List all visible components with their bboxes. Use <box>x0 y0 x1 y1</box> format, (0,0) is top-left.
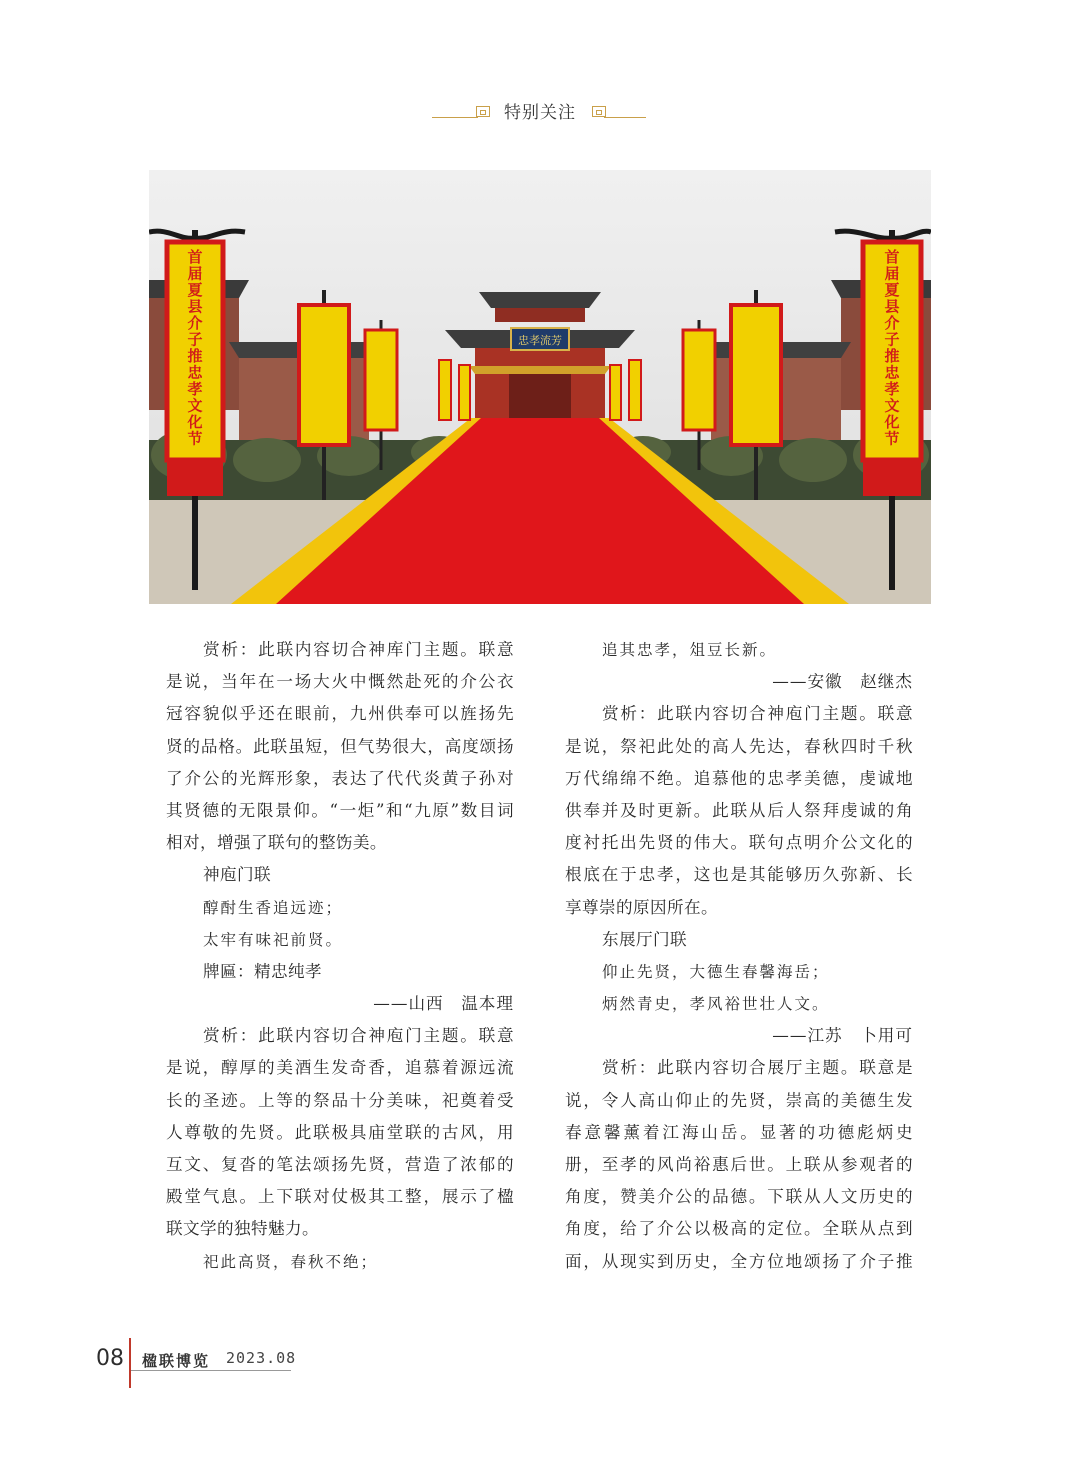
couplet-line: 仰止先贤，大德生春馨海岳； <box>602 962 830 981</box>
page-footer <box>0 1330 1080 1390</box>
festival-scene <box>149 170 931 604</box>
banner-text-left: 首届夏县介子推忠孝文化节 <box>187 248 203 448</box>
right-text-column <box>565 634 913 1278</box>
banner-text-right: 首届夏县介子推忠孝文化节 <box>884 248 900 448</box>
body-line: 角度，赞美介公的品德。下联从人文历史的 <box>565 1187 913 1207</box>
body-line: 贤的品格。此联虽短，但气势很大，高度颂扬 <box>166 736 514 756</box>
body-line: 其贤德的无限景仰。“一炬”和“九原”数目词 <box>166 800 514 820</box>
left-text-column <box>166 634 514 1278</box>
couplet-line: 追其忠孝，俎豆长新。 <box>602 641 778 659</box>
fret-ornament-icon <box>592 106 606 117</box>
body-line: 赏析：此联内容切合展厅主题。联意是 <box>602 1058 913 1078</box>
footer-divider <box>129 1338 131 1388</box>
body-line: 长的圣迹。上等的祭品十分美味，祀奠着受 <box>166 1090 514 1110</box>
author-credit: ——江苏 卜用可 <box>772 1026 913 1046</box>
author-credit: ——安徽 赵继杰 <box>772 672 913 692</box>
issue-date: 2023.08 <box>226 1349 297 1367</box>
body-line: 互文、复沓的笔法颂扬先贤，营造了浓郁的 <box>166 1155 514 1174</box>
body-line: 神庖门联 <box>203 865 271 885</box>
body-line: 万代绵绵不绝。追慕他的忠孝美德，虔诚地 <box>565 768 913 788</box>
body-line: 春意馨薰着江海山岳。显著的功德彪炳史 <box>565 1122 913 1142</box>
footer-rule <box>131 1370 291 1371</box>
body-line: 冠容貌似乎还在眼前，九州供奉可以旌扬先 <box>166 704 514 724</box>
body-line: 赏析：此联内容切合神庖门主题。联意 <box>602 704 913 724</box>
couplet-line: 炳然青史，孝风裕世壮人文。 <box>602 995 830 1014</box>
body-line: 人尊敬的先贤。此联极具庙堂联的古风，用 <box>166 1122 514 1142</box>
body-line: 享尊崇的原因所在。 <box>565 897 718 917</box>
body-line: 是说，祭祀此处的高人先达，春秋四时千秋 <box>565 736 913 756</box>
body-line: 联文学的独特魅力。 <box>166 1219 319 1239</box>
body-line: 是说，醇厚的美酒生发奇香，追慕着源远流 <box>166 1058 514 1078</box>
header-rule-right <box>604 117 646 118</box>
body-line: 供奉并及时更新。此联从后人祭拜虔诚的角 <box>565 800 913 820</box>
body-line: 是说，当年在一场大火中慨然赴死的介公衣 <box>166 672 514 692</box>
body-line: 相对，增强了联句的整饬美。 <box>166 833 387 853</box>
couplet-line: 祀此高贤，春秋不绝； <box>203 1252 379 1271</box>
body-line: 册，至孝的风尚裕惠后世。上联从参观者的 <box>565 1155 913 1174</box>
festival-photo <box>149 170 931 604</box>
body-line: 赏析：此联内容切合神库门主题。联意 <box>203 640 514 659</box>
body-line: 说，令人高山仰止的先贤，崇高的美德生发 <box>565 1090 913 1110</box>
gate-plaque: 忠孝流芳 <box>518 334 562 347</box>
body-line: 赏析：此联内容切合神庖门主题。联意 <box>203 1026 514 1046</box>
body-line: 殿堂气息。上下联对仗极其工整，展示了楹 <box>166 1187 514 1207</box>
magazine-name: 楹联博览 <box>142 1352 211 1370</box>
section-title: 特别关注 <box>504 103 576 123</box>
body-line: 角度，给了介公以极高的定位。全联从点到 <box>565 1219 913 1239</box>
body-line: 东展厅门联 <box>602 929 687 949</box>
body-line: 了介公的光辉形象，表达了代代炎黄子孙对 <box>166 768 514 788</box>
author-credit: ——山西 温本理 <box>373 994 514 1014</box>
couplet-line: 醇酎生香追远迹； <box>203 898 344 917</box>
body-line: 度衬托出先贤的伟大。联句点明介公文化的 <box>565 833 913 853</box>
couplet-line: 太牢有味祀前贤。 <box>203 930 344 949</box>
body-line: 面，从现实到历史，全方位地颂扬了介子推 <box>565 1251 913 1271</box>
page-number: 08 <box>96 1346 124 1371</box>
body-line: 根底在于忠孝，这也是其能够历久弥新、长 <box>565 865 913 885</box>
page-header <box>0 96 1080 128</box>
body-line: 牌匾：精忠纯孝 <box>203 961 322 981</box>
